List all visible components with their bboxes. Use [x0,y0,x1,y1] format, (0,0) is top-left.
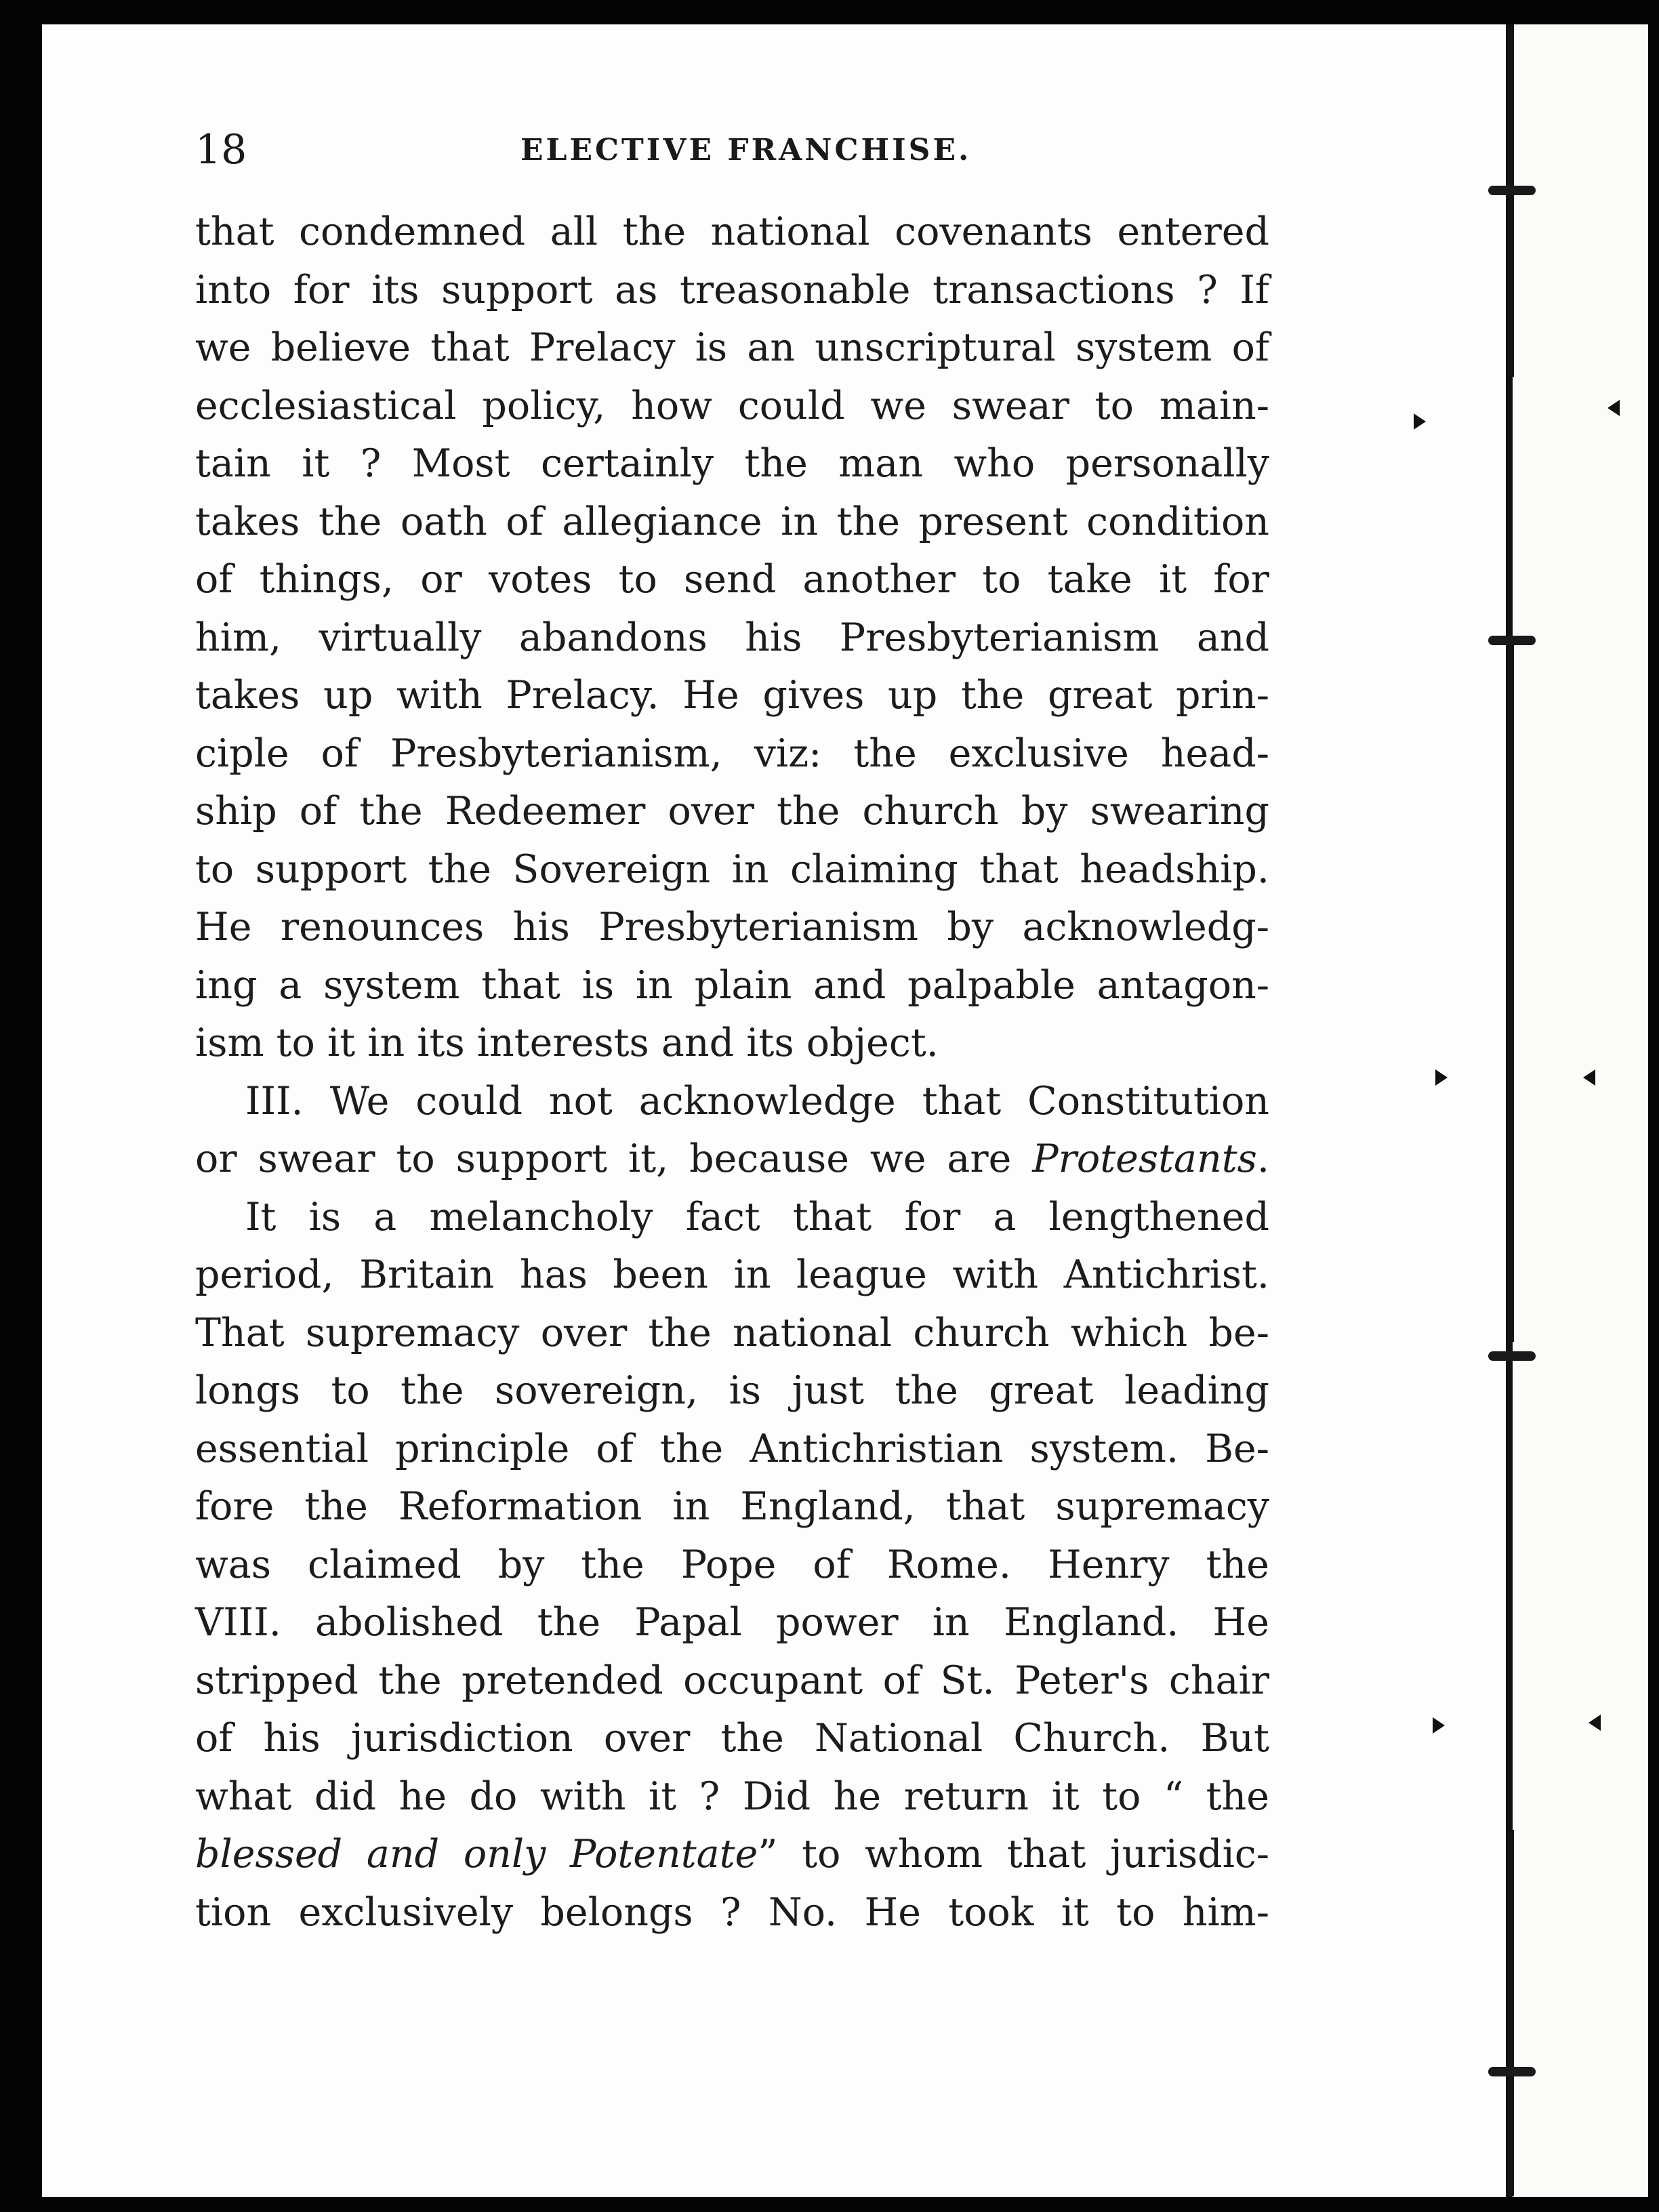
text-line: was claimed by the Pope of Rome. Henry the [195,1542,1269,1587]
binding-thread-middle [1509,637,1514,1342]
binding-mark-4 [1583,1069,1595,1086]
text-line: tain it ? Most certainly the man who personally [195,441,1269,486]
text-line: ecclesiastical policy, how could we swear to main- [195,383,1269,428]
paragraph-start-line: It is a melancholy fact that for a lengthened [245,1194,1269,1240]
text-line: VIII. abolished the Papal power in England. He [195,1600,1269,1645]
binding-stitch-1 [1488,186,1536,195]
text-line: takes up with Prelacy. He gives up the great prin- [195,673,1269,718]
binding-thread-lower [1509,1830,1514,2196]
text-run: ” to whom that jurisdic- [758,1832,1269,1877]
binding-mark-2 [1607,400,1620,416]
text-line: ing a system that is in plain and palpable antagon- [195,962,1269,1008]
text-line: him, virtually abandons his Presbyterianism and [195,615,1269,660]
text-line: period, Britain has been in league with Antichrist. [195,1252,1269,1297]
text-line-with-italic [195,1130,1269,1189]
text-line: into for its support as treasonable transactions ? If [195,267,1269,312]
text-line: tion exclusively belongs ? No. He took it to him- [195,1889,1269,1935]
binding-stitch-3 [1488,1351,1536,1361]
body-text [195,203,1269,1942]
running-head: ELECTIVE FRANCHISE. [520,133,972,167]
text-line: stripped the pretended occupant of St. Peter's chair [195,1658,1269,1703]
page-header [195,126,1269,173]
page-number: 18 [195,126,247,173]
binding-mark-6 [1589,1715,1601,1731]
text-line: essential principle of the Antichristian system. Be- [195,1426,1269,1471]
text-line-with-italic [195,1826,1269,1884]
text-run: . [1256,1136,1269,1181]
text-line: what did he do with it ? Did he return it to “ the [195,1774,1269,1819]
binding-mark-1 [1414,413,1426,430]
facing-page-edge [1513,24,1648,2197]
text-line: of things, or votes to send another to take it for [195,557,1269,602]
binding-mark-3 [1435,1069,1448,1086]
text-line: takes the oath of allegiance in the present condition [195,499,1269,544]
binding-stitch-4 [1488,2067,1536,2076]
text-line: of his jurisdiction over the National Church. But [195,1716,1269,1761]
text-line: that condemned all the national covenants entered [195,209,1269,254]
text-line: ciple of Presbyterianism, viz: the exclusive head- [195,731,1269,776]
text-line: we believe that Prelacy is an unscriptural system of [195,325,1269,370]
text-line: ship of the Redeemer over the church by swearing [195,789,1269,834]
binding-mark-5 [1433,1717,1445,1734]
binding-thread-upper [1509,24,1514,377]
italic-run: blessed and only Potentate [195,1832,758,1877]
text-line: That supremacy over the national church which be- [195,1310,1269,1355]
section-heading-line: III. We could not acknowledge that Constitution [245,1078,1269,1124]
binding-stitch-2 [1488,636,1536,645]
text-line: ism to it in its interests and its object. [195,1021,939,1065]
text-line: fore the Reformation in England, that supremacy [195,1484,1269,1529]
text-line: to support the Sovereign in claiming that headship. [195,846,1269,892]
italic-run: Protestants [1032,1136,1257,1181]
text-line: He renounces his Presbyterianism by acknowledg- [195,905,1269,949]
text-run: or swear to support it, because we are [195,1136,1033,1181]
text-line: longs to the sovereign, is just the great leading [195,1368,1269,1413]
